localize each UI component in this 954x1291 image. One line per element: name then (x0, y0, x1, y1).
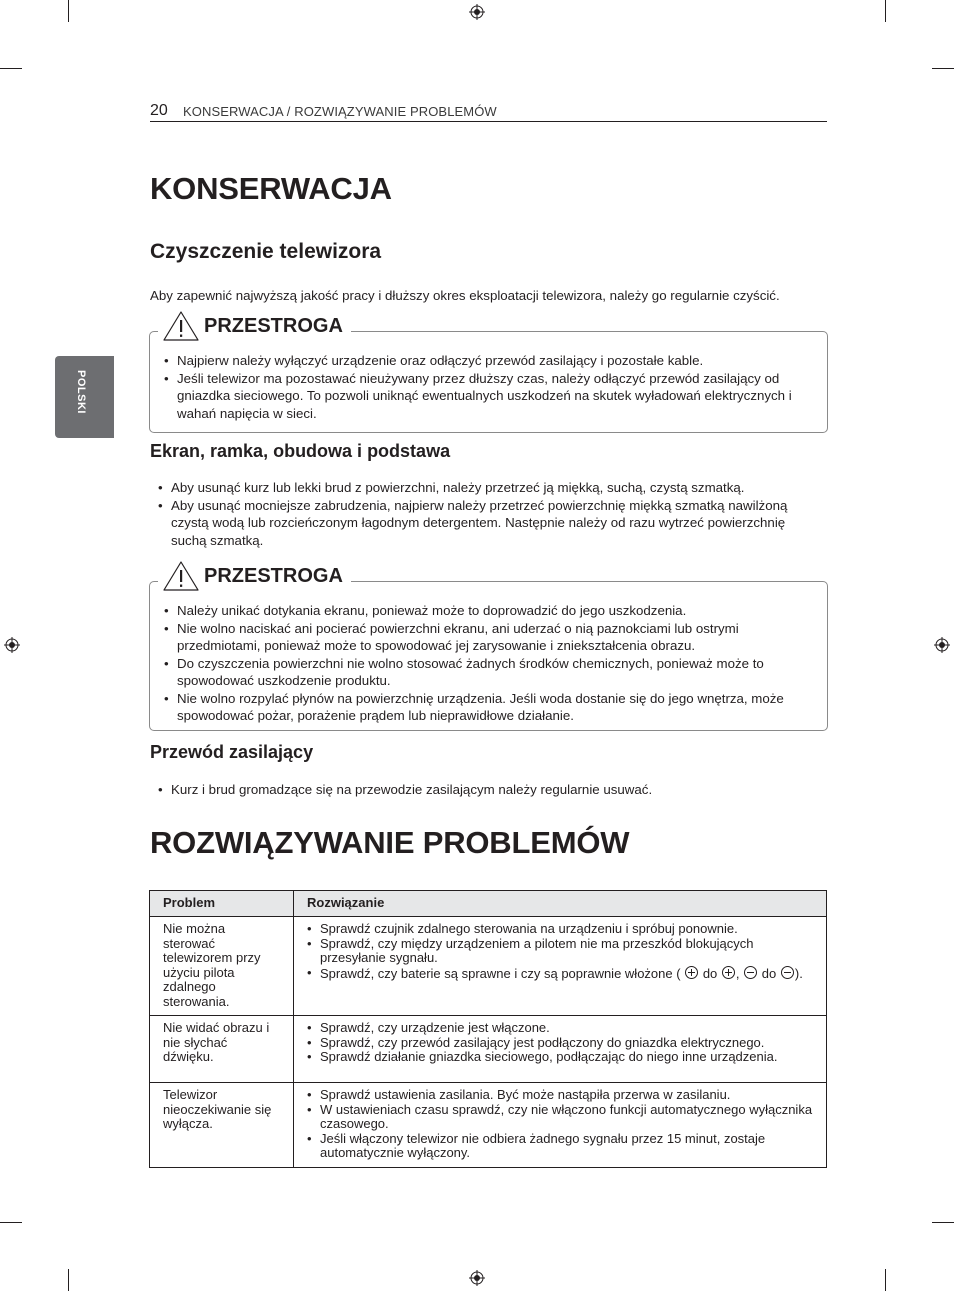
language-tab-label: POLSKI (75, 370, 87, 414)
solution-item: • Sprawdź, czy między urządzeniem a pilotem nie ma przeszkód blokujących przesyłanie sygnału. (307, 937, 813, 966)
warning-triangle-icon (162, 310, 200, 342)
caution-box (149, 331, 828, 433)
caution-item: • Jeśli telewizor ma pozostawać nieużywany przez dłuższy czas, należy odłączyć przewód zasilający od gniazdka sieciowego. To pozwoli uniknąć ewentualnych uszkodzeń na skutek wyładowań elektrycznych i wahań napięcia w sieci. (164, 370, 804, 423)
crop-mark (932, 68, 954, 69)
solution-item: • Sprawdź, czy przewód zasilający jest podłączony do gniazdka elektrycznego. (307, 1036, 813, 1051)
table-row (150, 1016, 827, 1083)
registration-mark-icon (4, 637, 20, 653)
section-title-maintenance: KONSERWACJA (150, 171, 392, 206)
crop-mark (68, 1269, 69, 1291)
plus-terminal-icon (722, 966, 735, 979)
header-divider (150, 121, 827, 122)
heading-screen: Ekran, ramka, obudowa i podstawa (150, 441, 451, 461)
solution-item: • W ustawieniach czasu sprawdź, czy nie włączono funkcji automatycznego wyłącznika czasowego. (307, 1103, 813, 1132)
screen-list (158, 479, 823, 549)
registration-mark-icon (934, 637, 950, 653)
problem-cell: Nie widać obrazu i nie słychać dźwięku. (150, 1016, 294, 1083)
plus-terminal-icon (685, 966, 698, 979)
language-tab (55, 356, 114, 438)
caution-box (149, 581, 828, 731)
page-number: 20 (150, 102, 168, 119)
cleaning-intro: Aby zapewnić najwyższą jakość pracy i dłuższy okres eksploatacji telewizora, należy go regularnie czyścić. (150, 288, 780, 303)
troubleshooting-table (149, 890, 827, 1168)
warning-triangle-icon (162, 560, 200, 592)
table-row (150, 917, 827, 1016)
solution-item: • Sprawdź czujnik zdalnego sterowania na urządzeniu i spróbuj ponownie. (307, 922, 813, 937)
crop-mark (0, 1222, 22, 1223)
list-item: • Kurz i brud gromadzące się na przewodzie zasilającym należy regularnie usuwać. (158, 781, 823, 799)
caution-item: • Nie wolno naciskać ani pocierać powierzchni ekranu, ani uderzać o nią paznokciami lub ostrymi przedmiotami, ponieważ może to spowodować jej zarysowanie i zniekształcenia obrazu. (164, 620, 804, 655)
section-title-troubleshooting: ROZWIĄZYWANIE PROBLEMÓW (150, 825, 630, 860)
registration-mark-icon (469, 4, 485, 20)
crop-mark (68, 0, 69, 22)
crop-mark (932, 1222, 954, 1223)
crop-mark (0, 68, 22, 69)
crop-mark (885, 0, 886, 22)
solution-item: • Sprawdź, czy baterie są sprawne i czy są poprawnie włożone ( do , do ). (307, 966, 813, 982)
caution-item: • Nie wolno rozpylać płynów na powierzchnię urządzenia. Jeśli woda dostanie się do jego wnętrza, może spowodować pożar, porażenie prądem lub nieprawidłowe działanie. (164, 690, 804, 725)
crop-mark (885, 1269, 886, 1291)
problem-cell: Telewizor nieoczekiwanie się wyłącza. (150, 1083, 294, 1168)
solution-cell (294, 1083, 827, 1168)
caution-label: PRZESTROGA (204, 564, 343, 587)
column-header-solution: Rozwiązanie (294, 891, 827, 917)
list-item: • Aby usunąć kurz lub lekki brud z powierzchni, należy przetrzeć ją miękką, suchą, czystą szmatką. (158, 479, 823, 497)
caution-item: • Do czyszczenia powierzchni nie wolno stosować żadnych środków chemicznych, ponieważ może to spowodować uszkodzenie produktu. (164, 655, 804, 690)
table-header-row (150, 891, 827, 917)
minus-terminal-icon (744, 966, 757, 979)
solution-item: • Jeśli włączony telewizor nie odbiera żadnego sygnału przez 15 minut, zostaje automatycznie wyłączony. (307, 1132, 813, 1161)
caution-item: • Należy unikać dotykania ekranu, ponieważ może to doprowadzić do jego uszkodzenia. (164, 602, 804, 620)
minus-terminal-icon (781, 966, 794, 979)
solution-item: • Sprawdź, czy urządzenie jest włączone. (307, 1021, 813, 1036)
table-row (150, 1083, 827, 1168)
solution-item: • Sprawdź działanie gniazdka sieciowego, podłączając do niego inne urządzenia. (307, 1050, 813, 1065)
heading-power-cord: Przewód zasilający (150, 742, 314, 762)
caution-header (158, 560, 351, 592)
solution-item: • Sprawdź ustawienia zasilania. Być może nastąpiła przerwa w zasilaniu. (307, 1088, 813, 1103)
solution-cell (294, 917, 827, 1016)
running-header: KONSERWACJA / ROZWIĄZYWANIE PROBLEMÓW (183, 104, 497, 119)
registration-mark-icon (469, 1270, 485, 1286)
power-list (158, 781, 823, 799)
caution-header (158, 310, 351, 342)
problem-cell: Nie można sterować telewizorem przy użyciu pilota zdalnego sterowania. (150, 917, 294, 1016)
heading-cleaning: Czyszczenie telewizora (150, 240, 382, 263)
caution-item: • Najpierw należy wyłączyć urządzenie oraz odłączyć przewód zasilający i pozostałe kable. (164, 352, 804, 370)
solution-cell (294, 1016, 827, 1083)
caution-label: PRZESTROGA (204, 314, 343, 337)
column-header-problem: Problem (150, 891, 294, 917)
list-item: • Aby usunąć mocniejsze zabrudzenia, najpierw należy przetrzeć powierzchnię miękką szmatką nawilżoną czystą wodą lub rozcieńczonym łagodnym detergentem. Następnie należy od razu wytrzeć powierzchnię suchą szmatką. (158, 497, 823, 550)
